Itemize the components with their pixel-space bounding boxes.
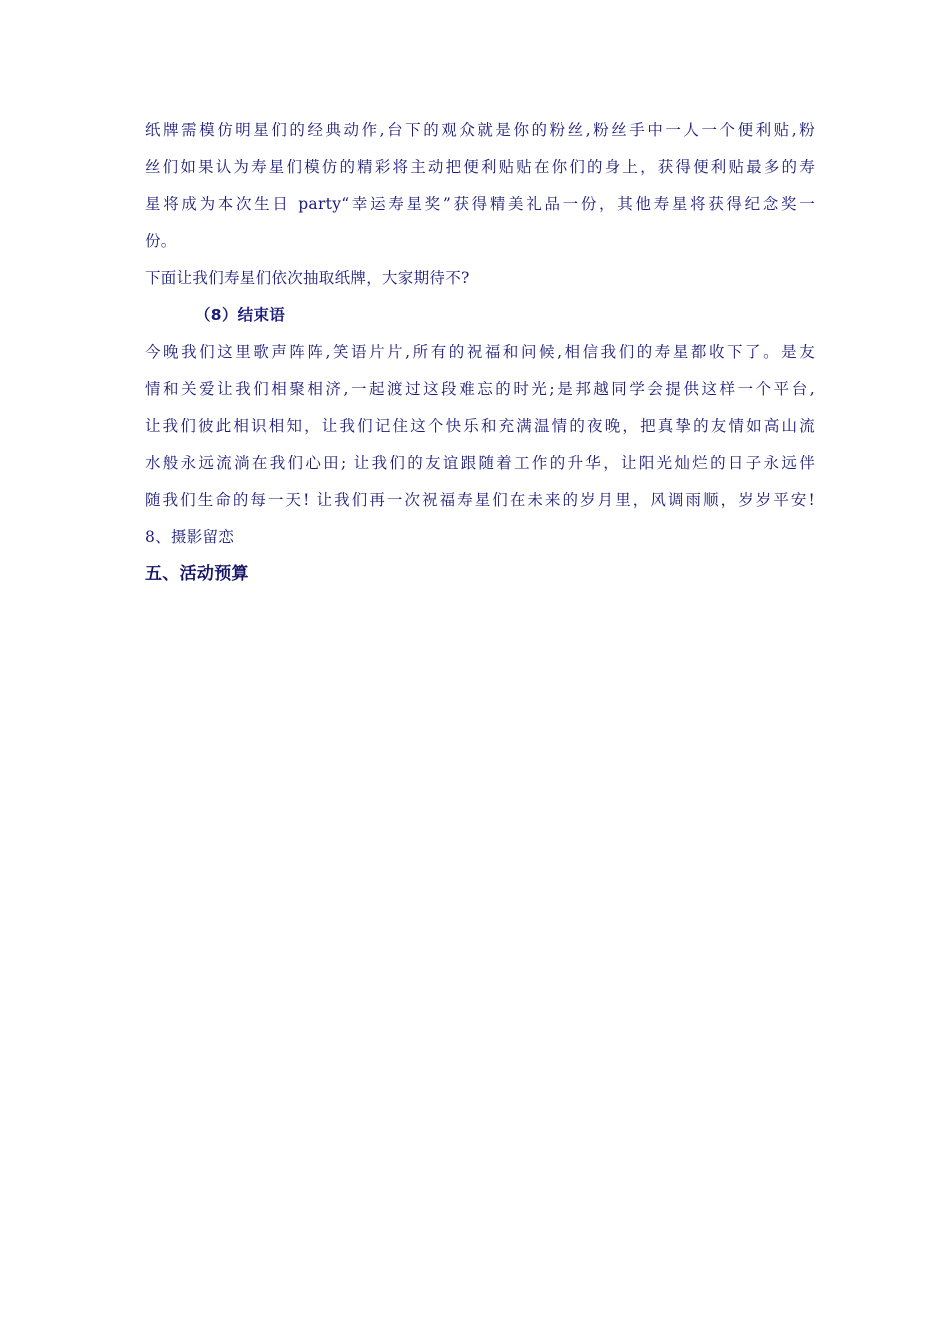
subheading-closing-remarks: （8）结束语 <box>195 306 286 324</box>
text-line: 随我们生命的每一天! 让我们再一次祝福寿星们在未来的岁月里，风调雨顺，岁岁平安! <box>145 491 815 509</box>
text-line: 份。 <box>145 232 177 250</box>
paragraph-draw-cards <box>145 260 815 297</box>
text-line: 纸牌需模仿明星们的经典动作,台下的观众就是你的粉丝,粉丝手中一人一个便利贴,粉 <box>145 121 815 139</box>
text-line: 下面让我们寿星们依次抽取纸牌，大家期待不? <box>145 269 470 287</box>
text-line: 8、摄影留恋 <box>145 528 235 546</box>
text-line: 星将成为本次生日 party“幸运寿星奖”获得精美礼品一份，其他寿星将获得纪念奖一 <box>145 195 815 213</box>
text-line: 水般永远流淌在我们心田; 让我们的友谊跟随着工作的升华，让阳光灿烂的日子永远伴 <box>145 454 815 472</box>
text-line: 情和关爱让我们相聚相济,一起渡过这段难忘的时光;是邦越同学会提供这样一个平台, <box>145 380 815 398</box>
document-body <box>145 112 815 593</box>
text-line: 让我们彼此相识相知，让我们记住这个快乐和充满温情的夜晚，把真挚的友情如高山流 <box>145 417 815 435</box>
list-item-photo <box>145 519 815 556</box>
paragraph-closing-speech <box>145 334 815 519</box>
text-line: 今晚我们这里歌声阵阵,笑语片片,所有的祝福和问候,相信我们的寿星都收下了。是友 <box>145 343 815 361</box>
section-heading-budget: 五、活动预算 <box>145 564 249 584</box>
paragraph-game-rules <box>145 112 815 260</box>
text-line: 丝们如果认为寿星们模仿的精彩将主动把便利贴贴在你们的身上，获得便利贴最多的寿 <box>145 158 815 176</box>
